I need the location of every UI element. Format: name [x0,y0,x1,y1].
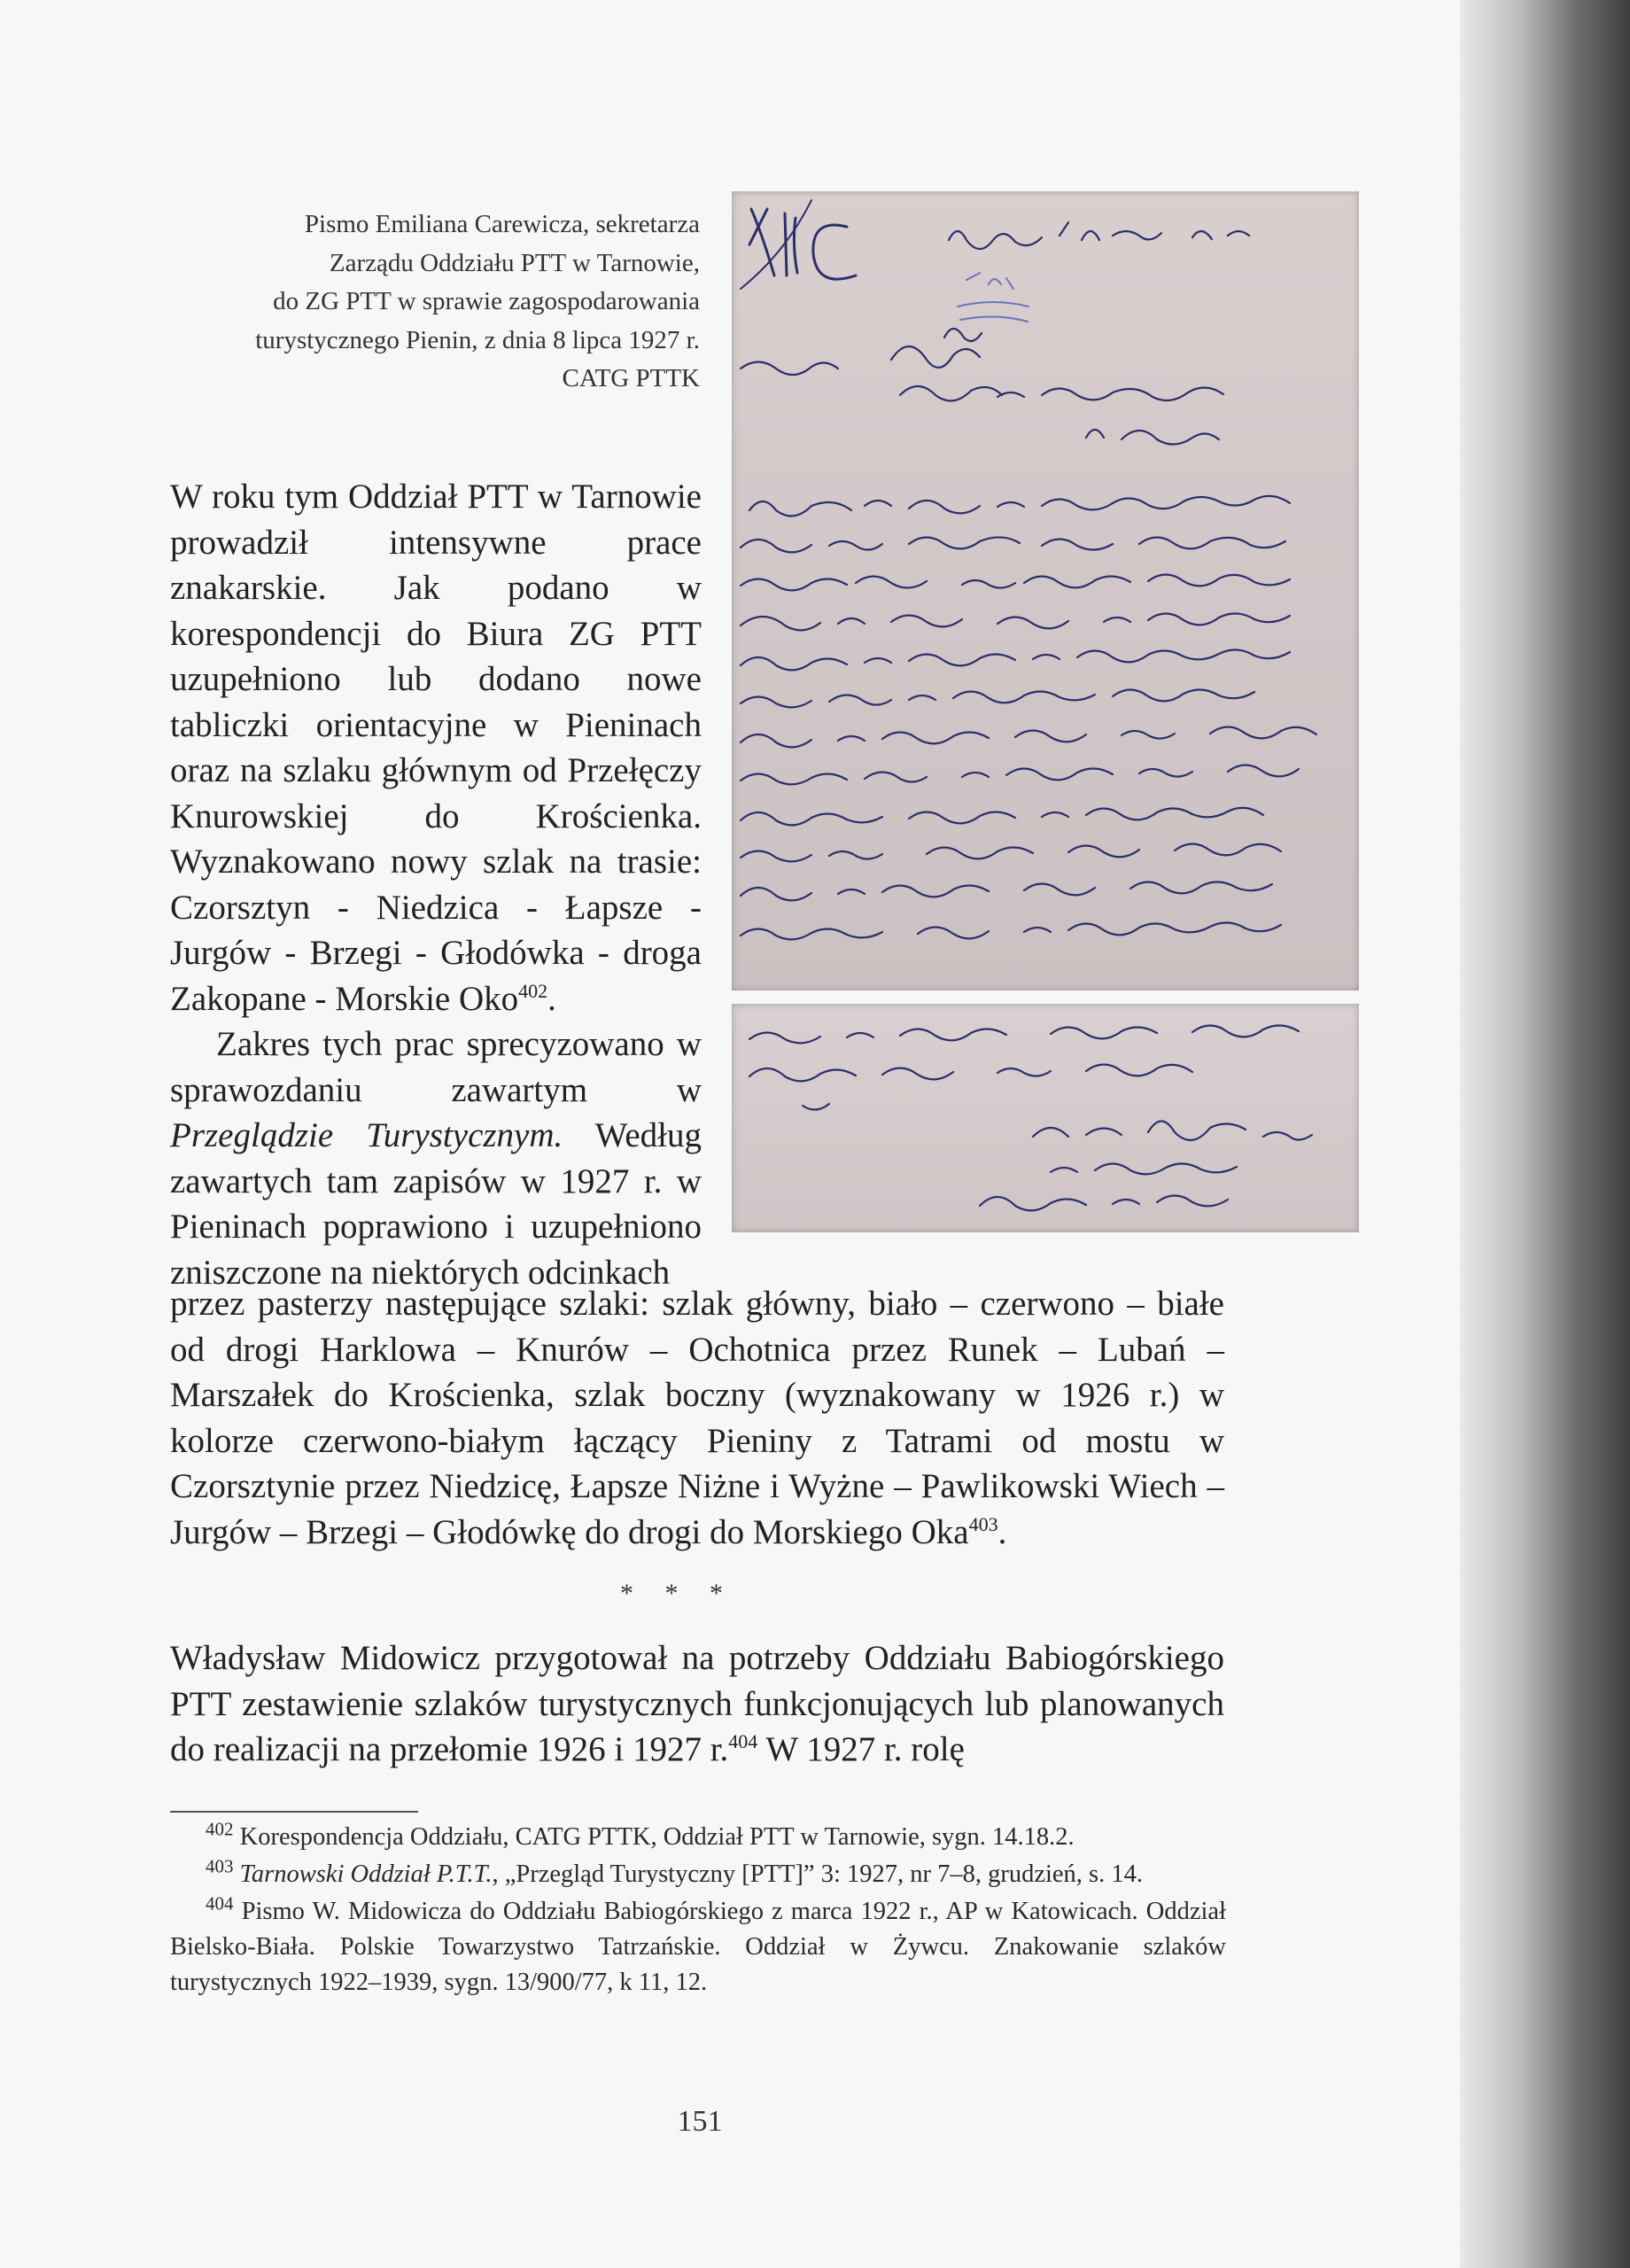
caption-line: do ZG PTT w sprawie zagospodarowania [273,287,700,315]
footnote [170,1820,1226,1855]
paragraph-text: Według zawartych tam zapisów w 1927 r. w Pieninach poprawiono i uzupełniono zniszczone na niektórych odcinkach [170,1116,702,1292]
footnote-number: 403 [206,1855,234,1877]
figure-caption [142,206,700,399]
paragraph-text: Władysław Midowicz przygotował na potrzeby Oddziału Babiogórskiego PTT zestawienie szlaków turystycznych funkcjonujących lub planowanych do realizacji na przełomie 1926 i 1927 r. [170,1639,1224,1768]
footnote [170,1894,1226,2000]
paragraph-text: W roku tym Oddział PTT w Tarnowie prowadził intensywne prace znakarskie. Jak podano w korespondencji do Biura ZG PTT uzupełniono lub dodano nowe tabliczki orientacyjne w Pieninach oraz na szlaku głównym od Przełęczy Knurowskiej do Krościenka. Wyznakowano nowy szlak na trasie: Czorsztyn - Niedzica - Łapsze - Jurgów - Brzegi - Głodówka - droga Zakopane - Morskie Oko [170,478,702,1018]
paragraph-text: W 1927 r. rolę [757,1730,965,1768]
footnote-text: Pismo W. Midowicza do Oddziału Babiogórskiego z marca 1922 r., AP w Katowicach. Oddział Bielsko-Biała. Polskie Towarzystwo Tatrzańskie. Oddział w Żywcu. Znakowanie szlaków turystycznych 1922–1939, sygn. 13/900/77, k 11, 12. [170,1898,1227,1996]
punctuation: . [547,979,556,1018]
footnote-number: 404 [206,1892,234,1915]
paragraph-text: Zakres tych prac sprecyzowano w sprawozdaniu zawartym w [170,1025,702,1109]
footnote-divider [170,1811,418,1813]
footnote-ref[interactable]: 402 [518,979,548,1002]
caption-line: turystycznego Pienin, z dnia 8 lipca 1927 r. [255,325,700,354]
paragraph [170,1635,1224,1773]
handwriting-drawing [732,191,1359,990]
paragraph [170,474,702,1021]
caption-line: Pismo Emiliana Carewicza, sekretarza [304,210,700,238]
caption-line: Zarządu Oddziału PTT w Tarnowie, [329,248,700,277]
book-spine-shadow [1460,0,1630,2268]
footnote-ref[interactable]: 403 [968,1512,998,1535]
journal-title: Przeglądzie Turystycznym. [170,1116,563,1154]
manuscript-letter-image [732,191,1359,990]
signature-drawing [732,1004,1359,1232]
paragraph-text: przez pasterzy następujące szlaki: szlak główny, biało – czerwono – białe od drogi Harklowa – Knurów – Ochotnica przez Runek – Lubań – Marszałek do Krościenka, szlak boczny (wyznakowany w 1926 r.) w kolorze czerwono-białym łączący Pieniny z Tatrami od mostu w Czorsztynie przez Niedzicę, Łapsze Niżne i Wyżne – Pawlikowski Wiech – Jurgów – Brzegi – Głodówkę do drogi do Morskiego Oka [170,1285,1224,1551]
paragraph [170,1021,702,1295]
punctuation: . [997,1512,1007,1551]
footnote-text: , „Przegląd Turystyczny [PTT]” 3: 1927, nr 7–8, grudzień, s. 14. [492,1860,1144,1888]
wide-column-text [170,1635,1224,1773]
footnote-text: Korespondencja Oddziału, CATG PTTK, Oddział PTT w Tarnowie, sygn. 14.18.2. [239,1823,1075,1851]
page-number: 151 [677,2105,723,2138]
footnotes [170,1820,1226,2002]
footnote-ref[interactable]: 404 [728,1730,758,1752]
paragraph-continuation [170,1281,1224,1555]
footnote-number: 402 [206,1818,234,1840]
caption-source: CATG PTTK [562,364,700,392]
manuscript-letter-signature-image [732,1004,1359,1232]
footnote [170,1857,1226,1892]
footnote-italic-text: Tarnowski Oddział P.T.T. [239,1860,493,1888]
wide-column-text [170,1281,1224,1555]
narrow-column-text [170,474,702,1295]
section-separator: * * * [620,1579,735,1608]
